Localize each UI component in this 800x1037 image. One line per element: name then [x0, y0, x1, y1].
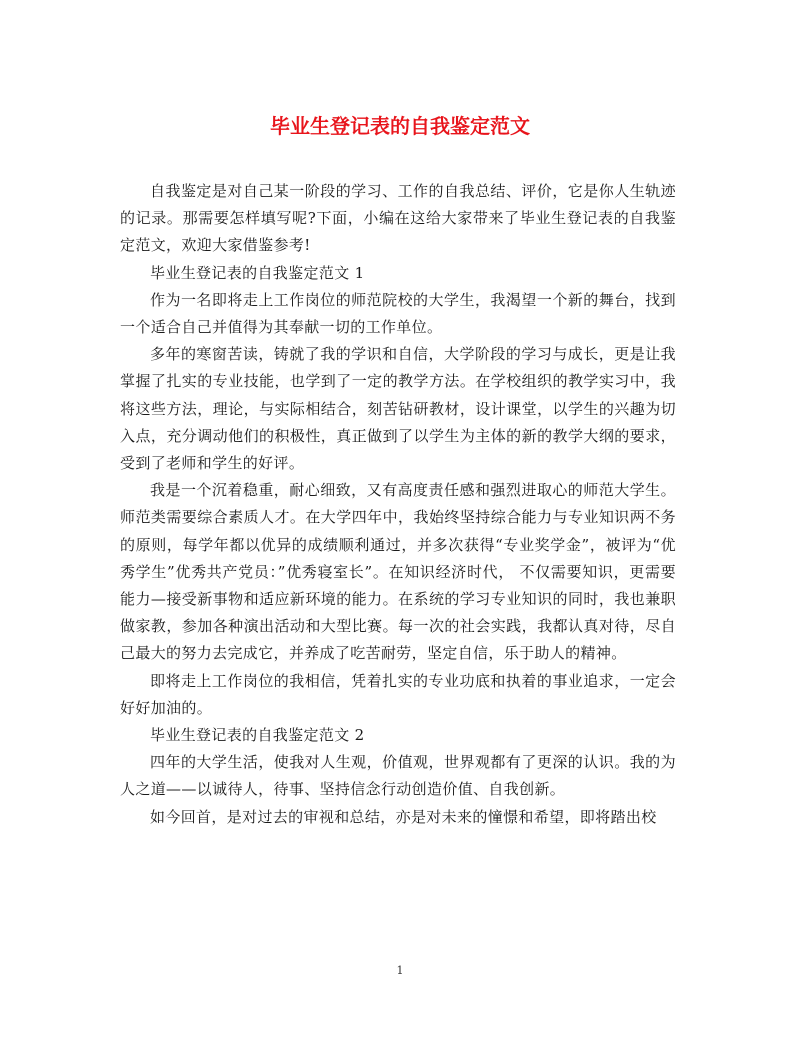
paragraph: 作为一名即将走上工作岗位的师范院校的大学生，我渴望一个新的舞台，找到一个适合自己并值得为其奉献一切的工作单位。	[120, 290, 676, 337]
paragraph: 即将走上工作岗位的我相信，凭着扎实的专业功底和执着的事业追求，一定会好好加油的。	[120, 671, 676, 717]
paragraph-intro: 自我鉴定是对自己某一阶段的学习、工作的自我总结、评价，它是你人生轨迹的记录。那需要怎样填写呢?下面，小编在这给大家带来了毕业生登记表的自我鉴定范文，欢迎大家借鉴参考!	[120, 182, 676, 255]
document-title: 毕业生登记表的自我鉴定范文	[270, 114, 530, 138]
paragraph: 四年的大学生活，使我对人生观，价值观，世界观都有了更深的认识。我的为人之道——以诚待人，待事、坚持信念行动创造价值、自我创新。	[120, 753, 676, 799]
document-body	[120, 178, 676, 831]
paragraph: 我是一个沉着稳重，耐心细致，又有高度责任感和强烈进取心的师范大学生。师范类需要综合素质人才。在大学四年中，我始终坚持综合能力与专业知识两不务的原则，每学年都以优异的成绩顺利通过，并多次获得“专业奖学金”，被评为“优秀学生”优秀共产党员：”优秀寝室长”。在知识经济时代， 不仅需要知识，更需要能力—接受新事物和适应新环境的能力。在系统的学习专业知识的同时，我也兼职做家教，参加各种演出活动和大型比赛。每一次的社会实践，我都认真对待，尽自己最大的努力去完成它，并养成了吃苦耐劳，坚定自信，乐于助人的精神。	[120, 481, 676, 663]
paragraph: 如今回首，是对过去的审视和总结，亦是对未来的憧憬和希望，即将踏出校	[150, 807, 657, 826]
section-heading-2: 毕业生登记表的自我鉴定范文 2	[150, 726, 365, 745]
section-heading-1: 毕业生登记表的自我鉴定范文 1	[150, 263, 365, 282]
paragraph: 多年的寒窗苦读，铸就了我的学识和自信，大学阶段的学习与成长，更是让我掌握了扎实的专业技能，也学到了一定的教学方法。在学校组织的教学实习中，我将这些方法，理论，与实际相结合，刻苦钻研教材，设计课堂，以学生的兴趣为切入点，充分调动他们的积极性，真正做到了以学生为主体的新的教学大纲的要求，受到了老师和学生的好评。	[120, 345, 676, 473]
page-number: 1	[396, 964, 404, 977]
